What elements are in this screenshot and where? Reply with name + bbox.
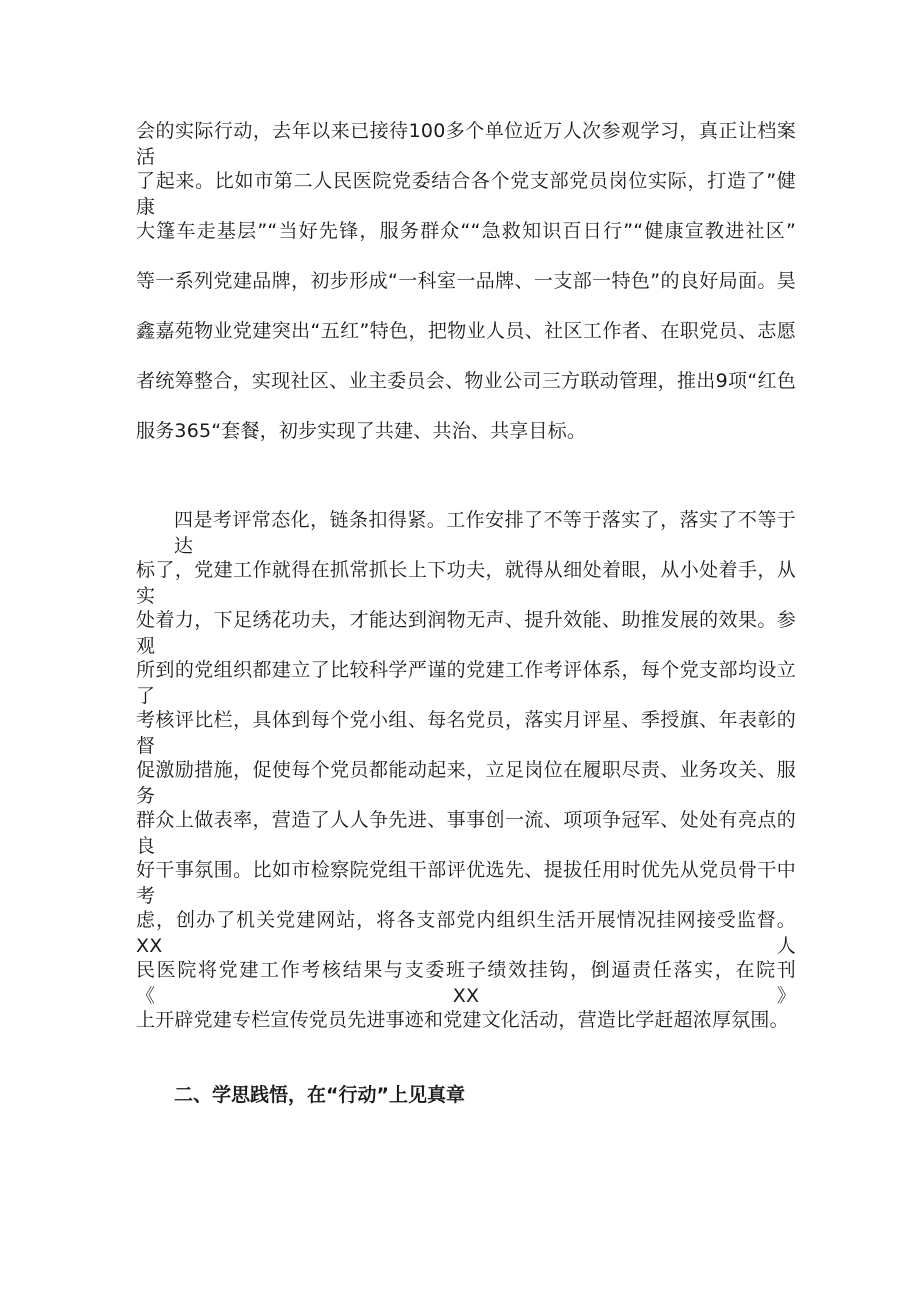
- text-line: 者统筹整合，实现社区、业主委员会、物业公司三方联动管理，推出9项“红色: [136, 370, 796, 392]
- text-line: 群众上做表率，营造了人人争先进、事事创一流、项项争冠军、处处有亮点的良: [136, 809, 796, 857]
- text-line: 等一系列党建品牌，初步形成“一科室一品牌、一支部一特色”的良好局面。昊: [136, 270, 796, 292]
- text-line: 四是考评常态化，链条扣得紧。工作安排了不等于落实了，落实了不等于达: [174, 509, 796, 557]
- section-heading: 二、学思践悟，在“行动”上见真章: [174, 1084, 465, 1106]
- text-line: 了起来。比如市第二人民医院党委结合各个党支部党员岗位实际，打造了”健康: [136, 170, 796, 218]
- text-line: 促激励措施，促使每个党员都能动起来，立足岗位在履职尽责、业务攻关、服务: [136, 759, 796, 807]
- text-line: 上开辟党建专栏宣传党员先进事迹和党建文化活动，营造比学赶超浓厚氛围。: [136, 1009, 789, 1031]
- text-line: 会的实际行动，去年以来已接待100多个单位近万人次参观学习，真正让档案活: [136, 120, 796, 168]
- text-line: 考核评比栏，具体到每个党小组、每名党员，落实月评星、季授旗、年表彰的督: [136, 709, 796, 757]
- text-line: 所到的党组织都建立了比较科学严谨的党建工作考评体系，每个党支部均设立了: [136, 659, 796, 707]
- text-line: 大篷车走基层”“当好先锋，服务群众““急救知识百日行”“健康宣教进社区”: [136, 220, 796, 242]
- text-line: 民医院将党建工作考核结果与支委班子绩效挂钩，倒逼责任落实，在院刊《XX》: [136, 959, 796, 1007]
- text-line: 虑，创办了机关党建网站，将各支部党内组织生活开展情况挂网接受监督。XX人: [136, 909, 796, 957]
- text-line: 鑫嘉苑物业党建突出“五红”特色，把物业人员、社区工作者、在职党员、志愿: [136, 320, 796, 342]
- text-line: 标了，党建工作就得在抓常抓长上下功夫，就得从细处着眼，从小处着手，从实: [136, 559, 796, 607]
- text-line: 好干事氛围。比如市检察院党组干部评优选先、提拔任用时优先从党员骨干中考: [136, 859, 796, 907]
- text-line: 处着力，下足绣花功夫，才能达到润物无声、提升效能、助推发展的效果。参观: [136, 609, 796, 657]
- text-line: 服务365“套餐，初步实现了共建、共治、共享目标。: [136, 420, 587, 442]
